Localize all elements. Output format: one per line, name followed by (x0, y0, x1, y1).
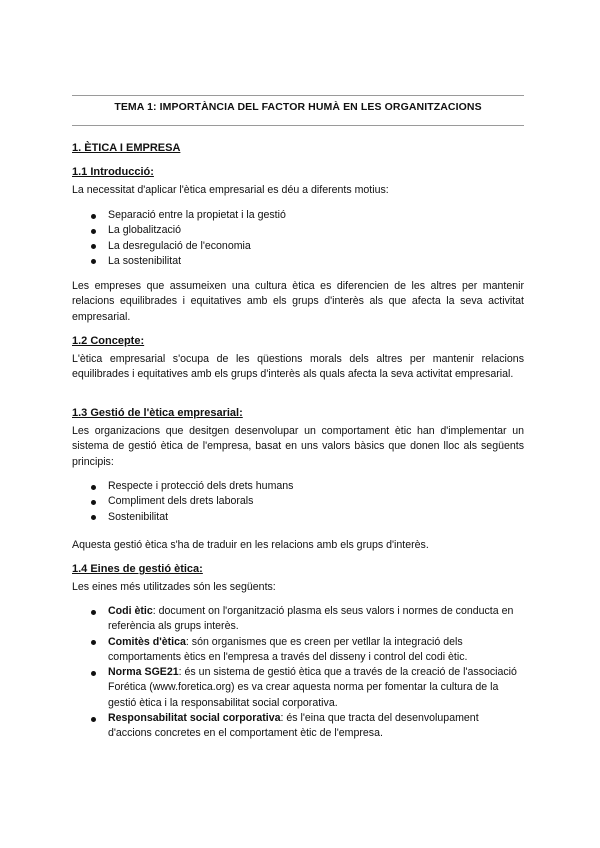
section-heading-1: 1. ÈTICA I EMPRESA (72, 142, 181, 154)
list-item (72, 711, 524, 742)
document-page (72, 0, 528, 848)
list-item: Respecte i protecció dels drets humans (72, 479, 524, 494)
bullet-icon (91, 671, 96, 676)
item-term: Codi ètic (108, 605, 153, 617)
item-term: Norma SGE21 (108, 666, 179, 679)
document-title: TEMA 1: IMPORTÀNCIA DEL FACTOR HUMÀ EN LES ORGANITZACIONS (114, 101, 482, 113)
intro-paragraph-1-1: La necessitat d'aplicar l'ètica empresarial es déu a diferents motius: (72, 184, 389, 196)
intro-paragraph-1-4: Les eines més utilitzades són les següents: (72, 581, 276, 593)
item-text: : és l'eina que tracta del desenvolupament d'accions concretes en el comportament ètic de l'empresa. (108, 712, 479, 740)
subsection-heading-1-1: 1.1 Introducció: (72, 166, 154, 178)
tools-list (72, 604, 524, 742)
principles-list (72, 479, 524, 525)
paragraph-1-3: Les organizacions que desitgen desenvolupar un comportament ètic han d'implementar un sistema de gestió ètica de l'empresa, basat en uns valors bàsics que donen lloc als següents principis: (72, 425, 524, 468)
list-item: La globalització (72, 223, 524, 238)
paragraph-1-1: Les empreses que assumeixen una cultura ètica es diferencien de les altres per mantenir relacions equilibrades i equitatives amb els grups d'interès als que afecta la seva activitat empresarial. (72, 280, 524, 323)
item-text: : és un sistema de gestió ètica que a través de la creació de l'associació Forética (www.foretica.org) es va crear aquesta norma per fomentar la cultura de la gestió ètica i la responsabilitat social corporativa. (108, 666, 517, 709)
list-item (72, 665, 524, 711)
bullet-icon (91, 515, 96, 520)
bullet-icon (91, 485, 96, 490)
list-item (72, 635, 524, 666)
bullet-icon (91, 717, 96, 722)
item-term: Comitès d'ètica (108, 635, 186, 648)
item-term: Responsabilitat social corporativa (108, 712, 281, 725)
motives-list (72, 208, 524, 269)
closing-paragraph-1-3: Aquesta gestió ètica s'ha de traduir en les relacions amb els grups d'interès. (72, 539, 429, 551)
list-item: La desregulació de l'economia (72, 239, 524, 254)
list-item: La sostenibilitat (72, 254, 524, 269)
bullet-icon (91, 640, 96, 645)
bullet-icon (91, 229, 96, 234)
bullet-icon (91, 244, 96, 249)
list-item: Sostenibilitat (72, 510, 524, 525)
title-bottom-rule (72, 125, 524, 126)
bullet-icon (91, 610, 96, 615)
list-item: Separació entre la propietat i la gestió (72, 208, 524, 223)
item-text: : document on l'organització plasma els seus valors i normes de conducta en referència als grups interès. (108, 605, 514, 633)
bullet-icon (91, 214, 96, 219)
item-text: : són organismes que es creen per vetllar la integració dels comportaments ètics en l'empresa a través del disseny i control del codi ètic. (108, 635, 468, 663)
subsection-heading-1-3: 1.3 Gestió de l'ètica empresarial: (72, 407, 243, 419)
list-item: Compliment dels drets laborals (72, 494, 524, 509)
subsection-heading-1-4: 1.4 Eines de gestió ètica: (72, 563, 203, 575)
bullet-icon (91, 500, 96, 505)
title-top-rule (72, 95, 524, 96)
bullet-icon (91, 259, 96, 264)
subsection-heading-1-2: 1.2 Concepte: (72, 335, 145, 347)
list-item (72, 604, 524, 635)
paragraph-1-2: L'ètica empresarial s'ocupa de les qüestions morals dels altres per mantenir relacions equilibrades i equitatives amb els grups d'interès als quals afecta la seva activitat empresarial. (72, 353, 524, 381)
